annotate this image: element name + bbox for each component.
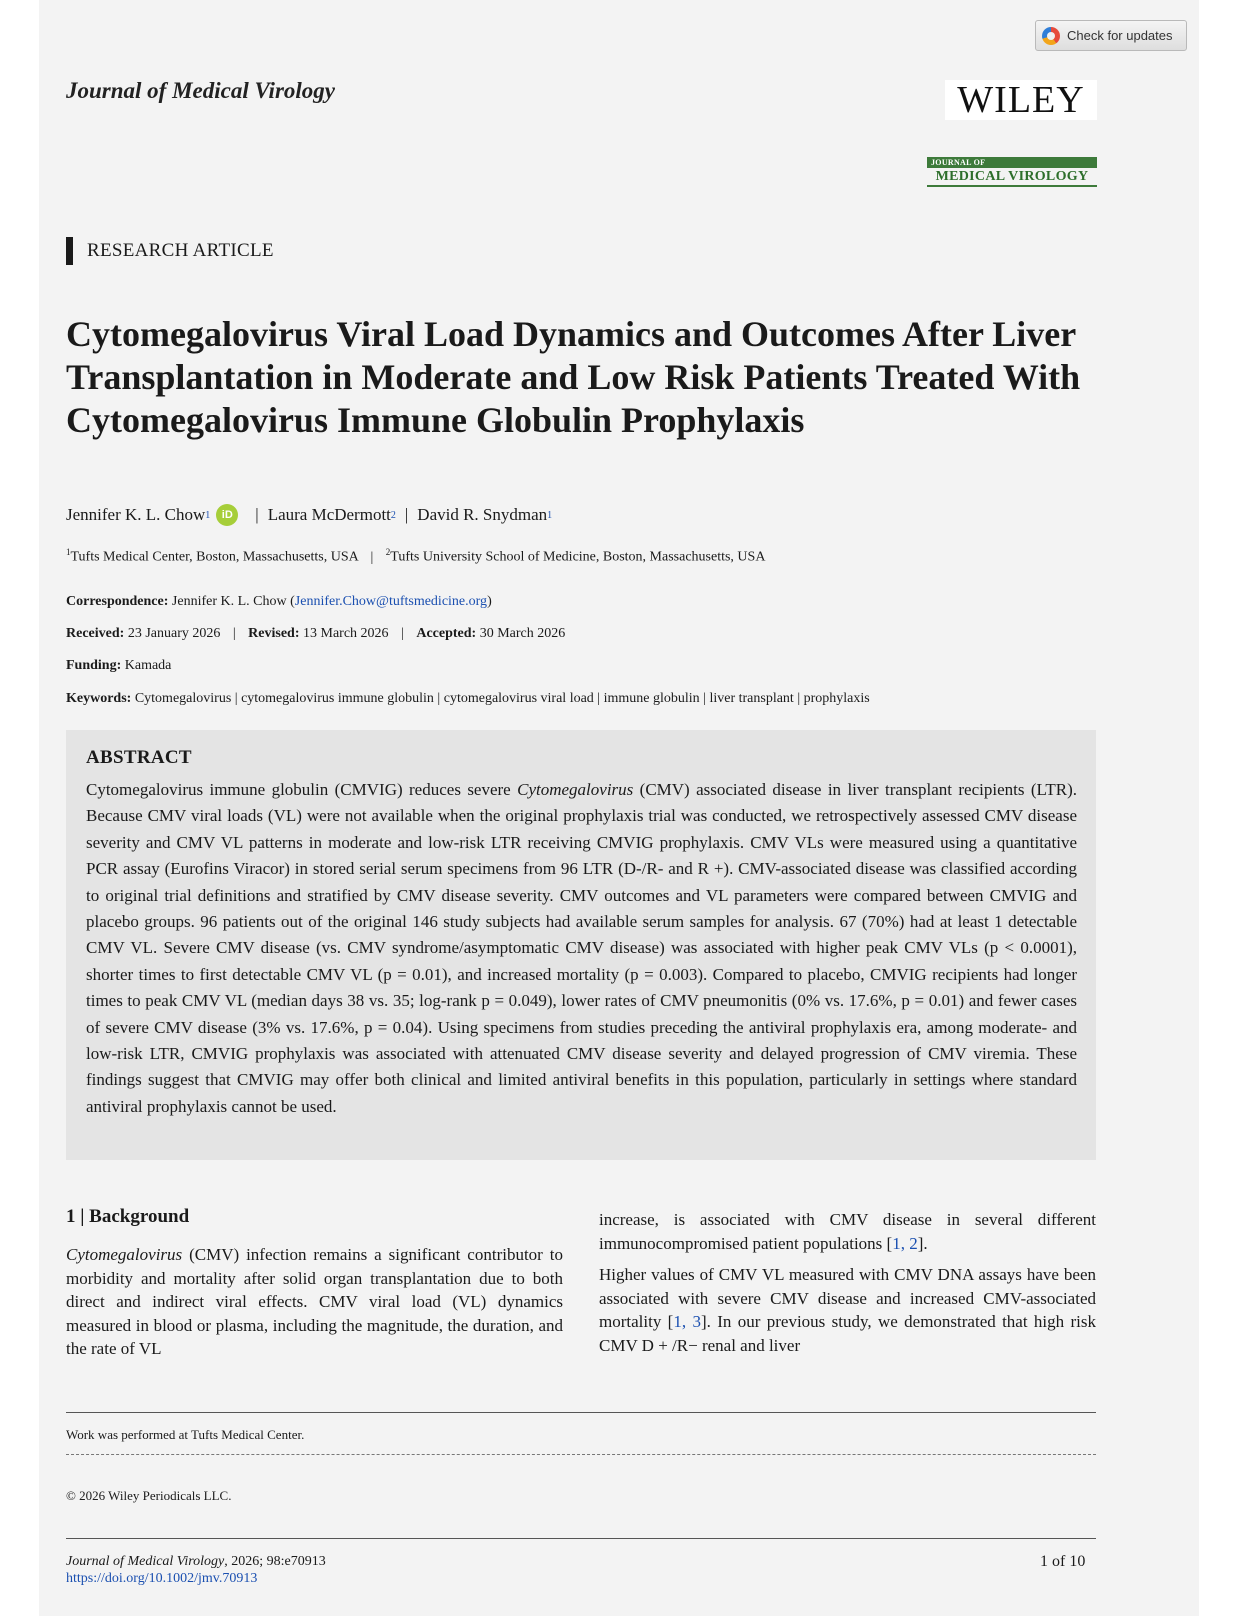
correspondence-label: Correspondence: [66,594,169,609]
funding [66,658,171,674]
italic-term: Cytomegalovirus [66,1245,183,1264]
received-label: Received: [66,626,125,641]
abstract-span: p = 0.049), lower rates of CMV pneumonitis (0% vs. 17.6%, [481,991,902,1011]
abstract-span: p = 0.01) and fewer cases of severe CMV disease (3% vs. 17.6%, [86,991,1077,1037]
affiliation-number: 1 [66,547,71,557]
footnote-rule [66,1412,1096,1413]
author-affiliation-ref[interactable]: 1 [205,509,211,521]
footer-journal-name: Journal of Medical Virology [66,1554,225,1569]
affiliation-separator: | [370,549,374,565]
keywords-value: Cytomegalovirus | cytomegalovirus immune globulin | cytomegalovirus viral load | immune globulin | liver transplant | prophylaxis [134,691,870,706]
author-name[interactable]: David R. Snydman [417,505,548,524]
journal-title: Journal of Medical Virology [66,78,335,103]
affiliation: Tufts Medical Center, Boston, Massachusetts, USA [70,549,358,565]
keywords [66,691,870,707]
funding-label: Funding: [66,658,122,673]
correspondence-name: Jennifer K. L. Chow ( [171,594,295,609]
received-date: 23 January 2026 [127,626,221,641]
paragraph [66,1243,563,1361]
page-number: 1 of 10 [1040,1553,1086,1570]
dates [66,626,565,642]
abstract-text [86,777,1077,1120]
keywords-label: Keywords: [66,691,132,706]
article-type: RESEARCH ARTICLE [66,237,274,265]
funding-value: Kamada [124,658,172,673]
author-separator: | [404,505,409,524]
check-for-updates-label: Check for updates [1067,28,1173,43]
abstract-span: p = 0.01), and increased mortality ( [383,964,631,984]
paragraph-text: increase, is associated with CMV disease in several different immunocompromised patient populations [ [599,1210,1096,1253]
journal-logo-top: JOURNAL OF [927,157,1097,168]
footer-rule [66,1538,1096,1539]
abstract-span: p = 0.003). Compared to placebo, CMVIG recipients had longer times to peak CMV VL (median days 38 vs. 35; log-rank [86,964,1077,1011]
right-column [599,1208,1096,1358]
paragraph [599,1208,1096,1255]
correspondence [66,594,492,610]
footnote-work: Work was performed at Tufts Medical Center. [66,1427,305,1442]
section-heading: 1 | Background [66,1206,190,1227]
abstract-italic: Cytomegalovirus [517,780,634,799]
abstract-span: p < 0.0001), shorter times to first detectable CMV VL ( [86,938,1077,984]
dates-separator: | [401,626,404,641]
revised-label: Revised: [248,626,300,641]
wiley-logo [945,80,1097,120]
paragraph-text: (CMV) infection remains a significant contributor to morbidity and mortality after solid organ transplantation due to both direct and indirect viral effects. CMV viral load (VL) dynamics measured in blood or plasma, including the magnitude, the duration, and the rate of VL [66,1245,563,1359]
journal-logo-bottom: MEDICAL VIROLOGY [927,168,1097,187]
author-name[interactable]: Jennifer K. L. Chow [66,505,206,524]
reference-link[interactable]: 1, 2 [892,1233,918,1253]
article-title: Cytomegalovirus Viral Load Dynamics and Outcomes After Liver Transplantation in Moderate and Low Risk Patients Treated With Cytomegalovirus Immune Globulin Prophylaxis [66,314,1081,440]
abstract-span: Cytomegalovirus immune globulin (CMVIG) reduces severe [86,780,518,799]
correspondence-close: ) [487,594,492,609]
revised-date: 13 March 2026 [303,626,389,641]
orcid-icon[interactable]: iD [216,504,238,526]
dates-separator: | [232,626,236,641]
author-affiliation-ref[interactable]: 2 [390,509,396,521]
crossmark-icon [1042,27,1060,45]
check-for-updates-button[interactable] [1035,20,1187,51]
accepted-date: 30 March 2026 [479,626,566,641]
affiliation-number: 2 [385,547,391,557]
affiliations [66,547,765,566]
paragraph-text: ]. In our previous study, we demonstrated that high risk CMV D + /R− renal and liver [599,1312,1097,1355]
author-affiliation-ref[interactable]: 1 [547,509,553,521]
paragraph-text: ]. [917,1233,928,1253]
author-list [66,504,552,526]
abstract-box [66,730,1096,1160]
correspondence-email-link[interactable]: Jennifer.Chow@tuftsmedicine.org [294,594,488,609]
affiliation: Tufts University School of Medicine, Boston, Massachusetts, USA [390,549,766,565]
doi-link[interactable]: https://doi.org/10.1002/jmv.70913 [66,1571,258,1586]
author-separator: | [255,505,259,524]
copyright: © 2026 Wiley Periodicals LLC. [66,1488,232,1503]
abstract-span: (CMV) associated disease in liver transplant recipients (LTR). Because CMV viral loads (VL) were not available when the original prophylaxis trial was conducted, we retrospectively assessed CMV disease severity and CMV VL patterns in moderate and low-risk LTR receiving CMVIG prophylaxis. CMV VLs were measured using a quantitative PCR assay (Eurofins Viracor) in stored serial serum specimens from 96 LTR (D-/R- and R +). CMV-associated disease was classified according to original trial definitions and stratified by CMV disease severity. CMV outcomes and VL parameters were compared between CMVIG and placebo groups. 96 patients out of the original 146 study subjects had available serum samples for analysis. 67 (70%) had at least 1 detectable CMV VL. Severe CMV disease (vs. CMV syndrome/asymptomatic CMV disease) was associated with higher peak CMV VLs ( [86,780,1077,958]
abstract-heading: ABSTRACT [86,747,192,768]
paragraph [599,1263,1096,1357]
left-column [66,1243,563,1361]
footer-volume: , 2026; 98:e70913 [224,1554,326,1569]
footer-citation [66,1553,326,1587]
paragraph-text: Higher values of CMV VL measured with CMV DNA assays have been associated with severe CMV disease and increased CMV-associated mortality [ [599,1265,1096,1332]
footnote-divider [66,1454,1096,1455]
author-name[interactable]: Laura McDermott [267,505,391,524]
accepted-label: Accepted: [416,626,477,641]
reference-link[interactable]: 1, 3 [673,1312,701,1332]
wiley-logo-text: WILEY [957,79,1085,121]
journal-logo [927,157,1097,187]
abstract-span: p = 0.04). Using specimens from studies preceding the antiviral prophylaxis era, among moderate- and low-risk LTR, CMVIG prophylaxis was associated with attenuated CMV disease severity and delayed progression of CMV viremia. These findings suggest that CMVIG may offer both clinical and limited antiviral benefits in this population, particularly in settings where standard antiviral prophylaxis cannot be used. [86,1017,1077,1116]
